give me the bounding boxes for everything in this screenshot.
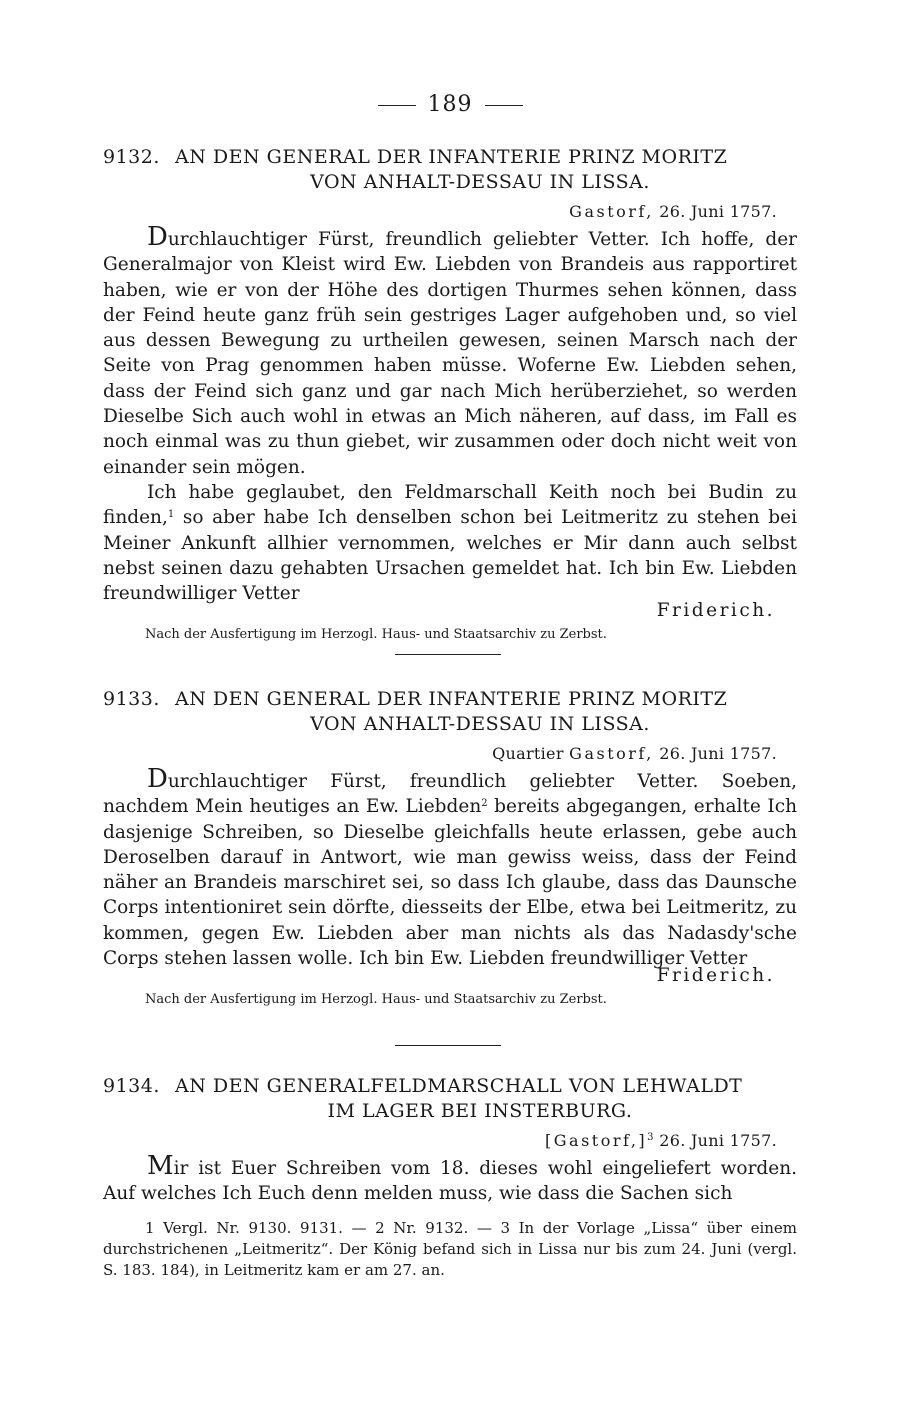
- heading-line-1: AN DEN GENERAL DER INFANTERIE PRINZ MORITZ: [175, 688, 728, 710]
- heading-line-2: VON ANHALT-DESSAU IN LISSA.: [310, 713, 650, 735]
- initial-letter: M: [147, 1151, 174, 1181]
- footnote-ref: 1: [167, 509, 175, 521]
- paragraph: [103, 480, 797, 606]
- footnote-ref: 3: [647, 1132, 654, 1143]
- letter-date: [103, 1128, 797, 1154]
- initial-letter: D: [147, 764, 168, 794]
- letter-heading: [103, 1074, 797, 1124]
- paragraph-text: ir ist Euer Schreiben vom 18. dieses wohl eingeliefert worden. Auf welches Ich Euch denn melden muss, wie dass die Sachen sich: [103, 1158, 797, 1205]
- letter-body: [103, 222, 797, 606]
- paragraph: [103, 764, 797, 971]
- paragraph-text: bereits abgegangen, erhalte Ich dasjenige Schreiben, so Dieselbe gleichfalls heute erlassen, gebe auch Deroselben darauf in Antwort, wie man gewiss weiss, dass der Feind näher an Brandeis marschiret sei, so dass Ich glaube, dass das Daunsche Corps intentioniret sein dörfte, diesseits der Elbe, etwa bei Leitmeritz, zu kommen, gegen Ew. Liebden aber man nichts als das Nadasdy'sche Corps stehen lassen wolle. Ich bin Ew. Liebden freundwilliger Vetter: [103, 796, 797, 970]
- date-place: [Gastorf,]: [545, 1131, 648, 1150]
- footnotes: [103, 1218, 797, 1281]
- paragraph-text: so aber habe Ich denselben schon bei Leitmeritz zu stehen bei Meiner Ankunft allhier vernommen, welches er Mir dann auch selbst nebst seinen dazu gehabten Ursachen gemeldet hat. Ich bin Ew. Liebden freundwilliger Vetter: [103, 507, 797, 605]
- letter-number: 9134.: [103, 1075, 160, 1097]
- page-number-dash-right: [485, 105, 523, 106]
- page-number-dash-left: [378, 105, 416, 106]
- date-rest: 26. Juni 1757.: [659, 744, 777, 763]
- letter-date: [103, 741, 797, 767]
- date-prefix: Quartier: [492, 744, 570, 763]
- letter-date: [103, 199, 797, 225]
- heading-line-2: VON ANHALT-DESSAU IN LISSA.: [310, 171, 650, 193]
- letter-9134: [103, 1074, 797, 1207]
- letter-body: [103, 764, 797, 971]
- paragraph: [103, 222, 797, 480]
- footnote-ref: 2: [481, 798, 488, 810]
- separator-rule: [395, 1045, 501, 1046]
- source-note: Nach der Ausfertigung im Herzogl. Haus- und Staatsarchiv zu Zerbst.: [145, 992, 607, 1008]
- footnotes-text: 1 Vergl. Nr. 9130. 9131. — 2 Nr. 9132. — 3 In der Vorlage „Lissa“ über einem durchstrichenen „Leitmeritz“. Der König befand sich in Lissa nur bis zum 24. Juni (vergl. S. 183. 184), in Leitmeritz kam er am 27. an.: [103, 1219, 797, 1279]
- letter-body: [103, 1151, 797, 1207]
- page-number: [0, 92, 900, 117]
- signature: Friderich.: [656, 965, 775, 987]
- letter-number: 9132.: [103, 146, 160, 168]
- letter-heading: [103, 145, 797, 195]
- date-place: Gastorf,: [569, 744, 654, 763]
- separator-rule: [395, 654, 501, 655]
- paragraph-text: Ich habe geglaubet, den Feldmarschall Keith noch bei Budin zu finden,: [103, 481, 797, 529]
- letter-9133: [103, 687, 797, 1009]
- letter-heading: [103, 687, 797, 737]
- heading-line-2: IM LAGER BEI INSTERBURG.: [327, 1100, 633, 1122]
- paragraph-text: urchlauchtiger Fürst, freundlich geliebter Vetter. Soeben, nachdem Mein heutiges an Ew. Liebden: [103, 771, 797, 818]
- page-number-text: 189: [427, 92, 473, 117]
- letter-number: 9133.: [103, 688, 160, 710]
- initial-letter: D: [147, 222, 168, 252]
- date-rest: 26. Juni 1757.: [653, 1131, 777, 1150]
- source-note: Nach der Ausfertigung im Herzogl. Haus- und Staatsarchiv zu Zerbst.: [145, 627, 607, 643]
- paragraph: [103, 1151, 797, 1207]
- signature: Friderich.: [656, 600, 775, 622]
- date-place: Gastorf,: [569, 202, 654, 221]
- date-rest: 26. Juni 1757.: [659, 202, 777, 221]
- paragraph-text: urchlauchtiger Fürst, freundlich geliebter Vetter. Ich hoffe, der Generalmajor von Kleist wird Ew. Liebden von Brandeis aus rapportiret haben, wie er von der Höhe des dortigen Thurmes sehen können, dass der Feind heute ganz früh sein gestriges Lager aufgehoben und, so viel aus dessen Bewegung zu urtheilen gewesen, seinen Marsch nach der Seite von Prag genommen haben müsse. Woferne Ew. Liebden sehen, dass der Feind sich ganz und gar nach Mich herüberziehet, so werden Dieselbe Sich auch wohl in etwas an Mich näheren, auf dass, im Fall es noch einmal was zu thun giebet, wir zusammen oder doch nicht weit von einander sein mögen.: [103, 229, 797, 478]
- letter-9132: [103, 145, 797, 644]
- heading-line-1: AN DEN GENERALFELDMARSCHALL VON LEHWALDT: [175, 1075, 743, 1097]
- heading-line-1: AN DEN GENERAL DER INFANTERIE PRINZ MORITZ: [175, 146, 728, 168]
